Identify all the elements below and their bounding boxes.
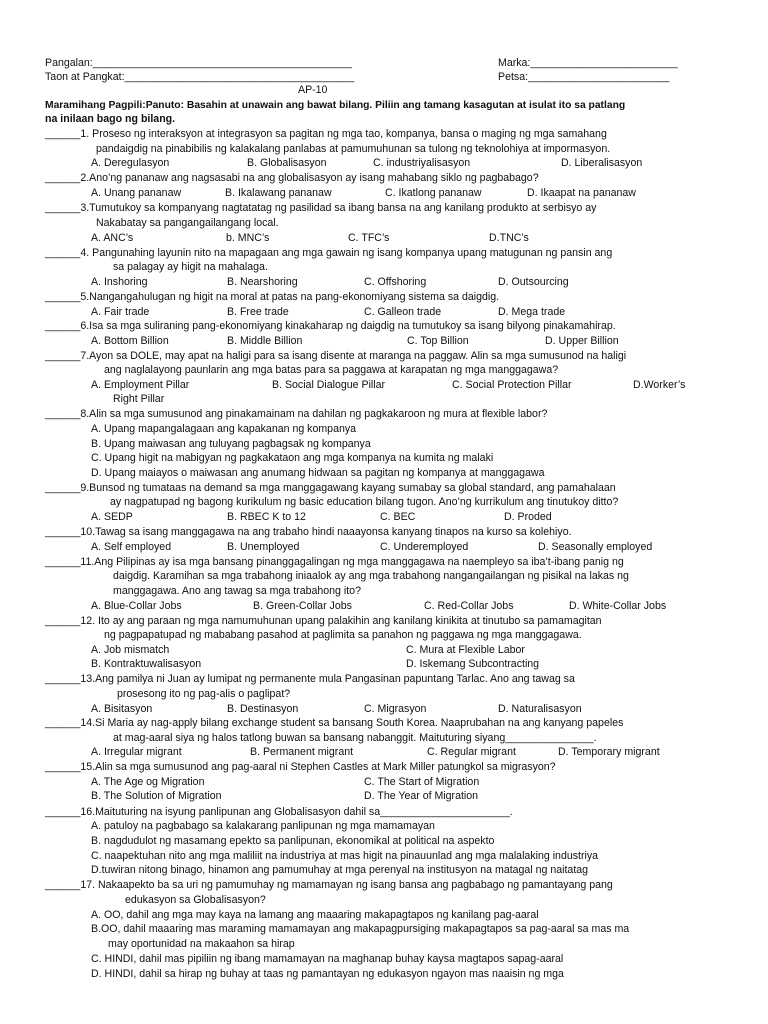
q7-choice-c: C. Social Protection Pillar <box>452 379 572 391</box>
section-field[interactable]: Taon at Pangkat:_______________________________________ <box>45 71 355 83</box>
q16-choice-c: C. naapektuhan nito ang mga maliliit na industriya at mas higit na pinauunlad ang mga malalaking industriya <box>91 850 599 862</box>
q6-choice-a: A. Bottom Billion <box>91 335 169 347</box>
q13-choice-d: D. Naturalisasyon <box>498 703 582 715</box>
question-12: ______12. Ito ay ang paraan ng mga namumuhunan upang palakihin ang kanilang kinikita at tinutubo sa pamamagitan <box>45 615 602 627</box>
q17-choice-b-cont: may oportunidad na makaahon sa hirap <box>108 938 295 950</box>
q17-choice-d: D. HINDI, dahil sa hirap ng buhay at taas ng pamantayan ng edukasyon ngayon mas naaisin ng mga <box>91 968 564 980</box>
q14-choice-b: B. Permanent migrant <box>250 746 354 758</box>
q15-choice-c: C. The Start of Migration <box>364 776 480 788</box>
q6-choice-b: B. Middle Billion <box>227 335 303 347</box>
q11-choice-a: A. Blue-Collar Jobs <box>91 600 182 612</box>
question-11: ______11.Ang Pilipinas ay isa mga bansang pinanggagalingan ng mga manggagawa na naempleyo sa iba’t-ibang panig ng <box>45 556 624 568</box>
q5-choice-c: C. Galleon trade <box>364 306 442 318</box>
q12-choice-d: D. Iskemang Subcontracting <box>406 658 540 670</box>
question-5: ______5.Nangangahulugan ng higit na moral at patas na pang-ekonomiyang sistema sa daigdig. <box>45 291 500 303</box>
q1-choice-b: B. Globalisasyon <box>247 157 327 169</box>
q15-choice-d: D. The Year of Migration <box>364 790 479 802</box>
date-field[interactable]: Petsa:________________________ <box>498 71 670 83</box>
q13-choice-c: C. Migrasyon <box>364 703 427 715</box>
q7-choice-a: A. Employment Pillar <box>91 379 190 391</box>
q16-choice-d: D.tuwiran nitong binago, hinamon ang pamumuhay at mga perenyal na institusyon na matagal ng naitatag <box>91 864 589 876</box>
q4-choice-c: C. Offshoring <box>364 276 427 288</box>
q15-choice-b: B. The Solution of Migration <box>91 790 222 802</box>
q2-choice-d: D. Ikaapat na pananaw <box>527 187 636 199</box>
question-17: ______17. Nakaapekto ba sa uri ng pamumuhay ng mamamayan ng isang bansa ang pagbabago ng pamantayang pang <box>45 879 613 891</box>
question-2: ______2.Ano’ng pananaw ang nagsasabi na ang globalisasyon ay isang mahabang siklo ng pagbabago? <box>45 172 539 184</box>
q12-choice-c: C. Mura at Flexible Labor <box>406 644 525 656</box>
question-9-cont: ay nagpatupad ng bagong kurikulum ng basic education bilang tugon. Ano’ng kurrikulum ang tinutukoy ditto? <box>110 496 619 508</box>
q13-choice-b: B. Destinasyon <box>227 703 299 715</box>
q7-choice-b: B. Social Dialogue Pillar <box>272 379 386 391</box>
q3-choice-b: b. MNC’s <box>226 232 270 244</box>
q1-choice-c: C. industriyalisasyon <box>373 157 471 169</box>
grade-field[interactable]: Marka:_________________________ <box>498 57 678 69</box>
question-7-cont: ang naglalayong paunlarin ang mga batas para sa paggawa at karapatan ng mga manggagawa? <box>104 364 559 376</box>
question-3-cont: Nakabatay sa pangangailangang local. <box>96 217 279 229</box>
question-9: ______9.Bunsod ng tumataas na demand sa mga manggagawang kayang sumabay sa global standard, ang pamahalaan <box>45 482 616 494</box>
q1-choice-a: A. Deregulasyon <box>91 157 170 169</box>
question-4: ______4. Pangunahing layunin nito na mapagaan ang mga gawain ng isang kompanya upang matugunan ng pansin ang <box>45 247 613 259</box>
question-1: ______1. Proseso ng interaksyon at integrasyon sa pagitan ng mga tao, kompanya, bansa o maging ng mga samahang <box>45 128 607 140</box>
q5-choice-b: B. Free trade <box>227 306 289 318</box>
question-12-cont: ng pagpapatupad ng mababang pasahod at paglimita sa panahon ng paggawa ng mga manggagawa. <box>104 629 582 641</box>
q10-choice-b: B. Unemployed <box>227 541 300 553</box>
instructions-line: Maramihang Pagpili:Panuto: Basahin at unawain ang bawat bilang. Piliin ang tamang kasagutan at isulat ito sa patlang <box>45 100 626 111</box>
question-13: ______13.Ang pamilya ni Juan ay lumipat ng permanente mula Pangasinan papuntang Tarlac. Ano ang tawag sa <box>45 673 575 685</box>
q16-choice-b: B. nagdudulot ng masamang epekto sa panlipunan, ekonomikal at political na aspekto <box>91 835 495 847</box>
q13-choice-a: A. Bisitasyon <box>91 703 153 715</box>
q2-choice-b: B. Ikalawang pananaw <box>225 187 332 199</box>
q11-choice-b: B. Green-Collar Jobs <box>253 600 352 612</box>
q7-choice-d: D.Worker’s <box>633 379 686 391</box>
question-16: ______16.Maituturing na isyung panlipunan ang Globalisasyon dahil sa______________________. <box>45 806 513 818</box>
q6-choice-c: C. Top Billion <box>407 335 469 347</box>
q14-choice-d: D. Temporary migrant <box>558 746 660 758</box>
q1-choice-d: D. Liberalisasyon <box>561 157 643 169</box>
q10-choice-a: A. Self employed <box>91 541 172 553</box>
q10-choice-d: D. Seasonally employed <box>538 541 653 553</box>
q11-choice-c: C. Red-Collar Jobs <box>424 600 514 612</box>
q14-choice-c: C. Regular migrant <box>427 746 516 758</box>
name-field[interactable]: Pangalan:____________________________________________ <box>45 57 352 69</box>
q8-choice-d: D. Upang maiayos o maiwasan ang anumang hidwaan sa pagitan ng kompanya at manggagawa <box>91 467 545 479</box>
q4-choice-a: A. Inshoring <box>91 276 148 288</box>
q4-choice-d: D. Outsourcing <box>498 276 569 288</box>
q6-choice-d: D. Upper Billion <box>545 335 619 347</box>
question-8: ______8.Alin sa mga sumusunod ang pinakamainam na dahilan ng pagkakaroon ng mura at flexible labor? <box>45 408 548 420</box>
q9-choice-b: B. RBEC K to 12 <box>227 511 306 523</box>
q2-choice-a: A. Unang pananaw <box>91 187 182 199</box>
q8-choice-a: A. Upang mapangalagaan ang kapakanan ng kompanya <box>91 423 357 435</box>
question-13-cont: prosesong ito ng pag-alis o paglipat? <box>117 688 291 700</box>
q5-choice-d: D. Mega trade <box>498 306 566 318</box>
question-4-cont: sa palagay ay higit na mahalaga. <box>113 261 268 273</box>
q3-choice-a: A. ANC’s <box>91 232 134 244</box>
q17-choice-c: C. HINDI, dahil mas pipiliin ng ibang mamamayan na maghanap buhay kaysa magtapos sapag-aaral <box>91 953 564 965</box>
q17-choice-a: A. OO, dahil ang mga may kaya na lamang ang maaaring makapagtapos ng kanilang pag-aaral <box>91 909 539 921</box>
question-6: ______6.Isa sa mga suliraning pang-ekonomiyang kinakaharap ng daigdig na tumutukoy sa isang bilyong pinakamahirap. <box>45 320 616 332</box>
q15-choice-a: A. The Age og Migration <box>91 776 205 788</box>
question-17-cont: edukasyon sa Globalisasyon? <box>125 894 266 906</box>
q17-choice-b: B.OO, dahil maaaring mas maraming mamamayan ang makapagpursiging makapagtapos sa pag-aaral sa mas ma <box>91 923 630 935</box>
instructions-line: na inilaan bago ng bilang. <box>45 113 176 125</box>
q11-choice-d: D. White-Collar Jobs <box>569 600 667 612</box>
q8-choice-c: C. Upang higit na mabigyan ng pagkakataon ang mga kompanya na kumita ng malaki <box>91 452 494 464</box>
q3-choice-d: D.TNC’s <box>489 232 529 244</box>
q12-choice-b: B. Kontraktuwalisasyon <box>91 658 202 670</box>
q9-choice-a: A. SEDP <box>91 511 133 523</box>
q14-choice-a: A. Irregular migrant <box>91 746 182 758</box>
q5-choice-a: A. Fair trade <box>91 306 150 318</box>
q8-choice-b: B. Upang maiwasan ang tuluyang pagbagsak ng kompanya <box>91 438 371 450</box>
question-15: ______15.Alin sa mga sumusunod ang pag-aaral ni Stephen Castles at Mark Miller patungkol sa migrasyon? <box>45 761 556 773</box>
question-3: ______3.Tumutukoy sa kompanyang nagtatatag ng pasilidad sa ibang bansa na ang kanilang produkto at serbisyo ay <box>45 202 597 214</box>
question-11-cont: daigdig. Karamihan sa mga trabahong iniaalok ay ang mga trabahong nangangailangan ng pisikal na lakas ng <box>113 570 629 582</box>
question-11-cont: manggagawa. Ano ang tawag sa mga trabahong ito? <box>113 585 361 597</box>
q2-choice-c: C. Ikatlong pananaw <box>385 187 482 199</box>
question-14: ______14.Si Maria ay nag-apply bilang exchange student sa bansang South Korea. Naaprubahan na ang kanyang papeles <box>45 717 624 729</box>
q3-choice-c: C. TFC’s <box>348 232 390 244</box>
q9-choice-d: D. Proded <box>504 511 552 523</box>
q16-choice-a: A. patuloy na pagbabago sa kalakarang panlipunan ng mga mamamayan <box>91 820 435 832</box>
q9-choice-c: C. BEC <box>380 511 416 523</box>
q4-choice-b: B. Nearshoring <box>227 276 298 288</box>
question-1-cont: pandaigdig na pinabibilis ng kalakalang panlabas at pamumuhunan sa tulong ng teknolohiya at impormasyon. <box>96 143 611 155</box>
q10-choice-c: C. Underemployed <box>380 541 469 553</box>
subject-code: AP-10 <box>298 84 328 96</box>
question-7: ______7.Ayon sa DOLE, may apat na haligi para sa isang disente at maranga na paggaw. Alin sa mga sumusunod na haligi <box>45 350 627 362</box>
question-14-cont: at mag-aaral siya ng halos tatlong buwan sa bansang nabanggit. Maituturing siyang_______________. <box>113 732 597 744</box>
question-10: ______10.Tawag sa isang manggagawa na ang trabaho hindi naaayonsa kanyang tinapos na kurso sa kolehiyo. <box>45 526 572 538</box>
q7-choice-d-cont: Right Pillar <box>113 393 165 405</box>
q12-choice-a: A. Job mismatch <box>91 644 170 656</box>
